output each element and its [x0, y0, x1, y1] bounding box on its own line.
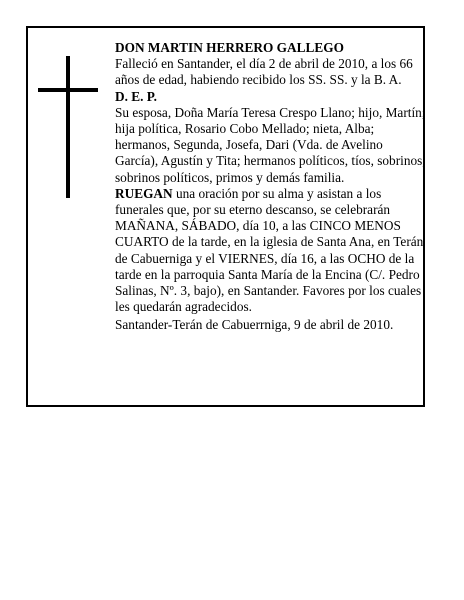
- cross-horizontal-bar: [38, 88, 98, 92]
- notice-text: [115, 40, 427, 334]
- family-paragraph: Su esposa, Doña María Teresa Crespo Llano; hijo, Martín; hija política, Rosario Cobo Mellado; nieta, Alba; hermanos, Segunda, Josefa, Dari (Vda. de Avelino García), Agustín y Tita; hermanos políticos, tíos, sobrinos, sobrinos políticos, primos y demás familia.: [115, 104, 426, 185]
- funeral-paragraph: [115, 186, 427, 316]
- death-announcement: Falleció en Santander, el día 2 de abril de 2010, a los 66 años de edad, habiendo recibido los SS. SS. y la B. A.: [115, 56, 413, 88]
- dep-line: D. E. P.: [115, 88, 157, 104]
- place-date: Santander-Terán de Cabuerrniga, 9 de abril de 2010.: [115, 317, 394, 333]
- ruegan-label: RUEGAN: [115, 185, 173, 201]
- cross-icon: [38, 56, 98, 198]
- deceased-name: DON MARTIN HERRERO GALLEGO: [115, 40, 344, 55]
- cross-vertical-bar: [66, 56, 70, 198]
- obituary-notice: [26, 26, 425, 407]
- funeral-details: una oración por su alma y asistan a los funerales que, por su eterno descanso, se celebrarán MAÑANA, SÁBADO, día 10, a las CINCO MENOS CUARTO de la tarde, en la iglesia de Santa Ana, en Terán de Cabuerniga y el VIERNES, día 16, a las OCHO de la tarde en la parroquia Santa María de la Encina (C/. Pedro Salinas, Nº. 3, bajo), en Santander. Favores por los cuales les quedarán agradecidos.: [115, 185, 424, 315]
